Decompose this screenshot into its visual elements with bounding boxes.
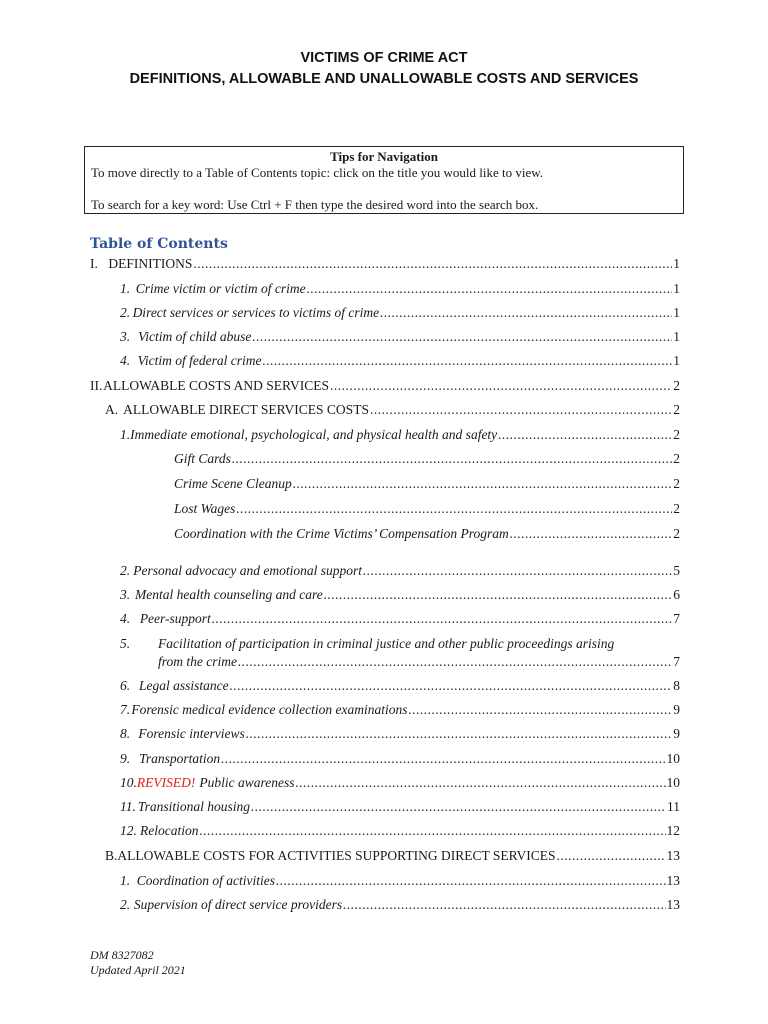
- toc-entry-lost-wages[interactable]: [174, 500, 680, 518]
- toc-entry-label: Crime Scene Cleanup: [174, 476, 292, 491]
- toc-leader-dots: [200, 822, 666, 840]
- toc-entry-page: 2: [673, 501, 680, 516]
- toc-entry-page: 2: [673, 476, 680, 491]
- toc-entry-number: 1.: [120, 427, 131, 442]
- toc-entry-supervision[interactable]: [120, 896, 680, 914]
- toc-entry-page: 9: [673, 702, 680, 717]
- toc-entry-label: Public awareness: [199, 775, 295, 790]
- toc-entry-label: Forensic interviews: [138, 726, 245, 741]
- toc-entry-number: B.: [105, 848, 118, 863]
- toc-entry-transportation[interactable]: [120, 750, 680, 768]
- toc-entry-label: Immediate emotional, psychological, and physical health and safety: [130, 427, 498, 442]
- toc-entry-page: 6: [673, 587, 680, 602]
- toc-entry-number: I.: [90, 256, 98, 271]
- toc-entry-coordination-activities[interactable]: [120, 872, 680, 890]
- tips-title: Tips for Navigation: [330, 149, 438, 164]
- toc-entry-forensic-exams[interactable]: [120, 701, 680, 719]
- toc-leader-dots: [510, 525, 672, 543]
- toc-leader-dots: [343, 896, 665, 914]
- toc-leader-dots: [236, 500, 672, 518]
- toc-entry-personal-advocacy[interactable]: [120, 562, 680, 580]
- toc-entry-number: 3.: [120, 587, 131, 602]
- toc-leader-dots: [238, 653, 672, 671]
- toc-entry-direct-services[interactable]: [120, 304, 680, 322]
- toc-heading: Table of Contents: [90, 236, 228, 252]
- toc-leader-dots: [193, 255, 672, 273]
- toc-entry-label: Peer-support: [139, 611, 211, 626]
- toc-entry-page: 1: [673, 281, 680, 296]
- toc-entry-page: 2: [673, 451, 680, 466]
- toc-entry-compensation-coordination[interactable]: [174, 525, 680, 543]
- toc-leader-dots: [557, 847, 666, 865]
- toc-entry-child-abuse[interactable]: [120, 328, 680, 346]
- toc-entry-number: 8.: [120, 726, 131, 741]
- toc-entry-number: 4.: [120, 353, 131, 368]
- toc-entry-federal-crime[interactable]: [120, 352, 680, 370]
- toc-entry-page: 13: [666, 873, 680, 888]
- toc-leader-dots: [363, 562, 672, 580]
- toc-leader-dots: [295, 774, 665, 792]
- toc-entry-number: 5.: [120, 636, 131, 651]
- toc-leader-dots: [498, 426, 672, 444]
- toc-leader-dots: [276, 872, 666, 890]
- toc-entry-page: 1: [673, 256, 680, 271]
- toc-leader-dots: [221, 750, 665, 768]
- toc-entry-page: 10: [666, 751, 680, 766]
- toc-leader-dots: [409, 701, 673, 719]
- toc-leader-dots: [246, 725, 673, 743]
- toc-entry-supporting-activities[interactable]: [105, 847, 680, 865]
- navigation-tips-box: [84, 146, 684, 214]
- toc-entry-page: 10: [666, 775, 680, 790]
- toc-entry-number: 2.: [120, 897, 131, 912]
- toc-entry-number: 3.: [120, 329, 131, 344]
- toc-entry-label: Victim of federal crime: [137, 353, 262, 368]
- toc-entry-label-continued: from the crime: [158, 654, 237, 669]
- toc-entry-facilitation-line2[interactable]: [158, 653, 680, 671]
- toc-entry-label: Coordination of activities: [136, 873, 275, 888]
- tips-line-toc: To move directly to a Table of Contents topic: click on the title you would like to view.: [91, 165, 544, 180]
- toc-entry-mental-health[interactable]: [120, 586, 680, 604]
- toc-entry-page: 1: [673, 353, 680, 368]
- tips-line-search: To search for a key word: Use Ctrl + F then type the desired word into the search box.: [91, 197, 539, 212]
- toc-entry-label: Personal advocacy and emotional support: [133, 563, 363, 578]
- toc-entry-label: Forensic medical evidence collection examinations: [131, 702, 408, 717]
- toc-entry-label: Relocation: [140, 823, 199, 838]
- revised-badge: REVISED!: [136, 775, 196, 790]
- toc-leader-dots: [380, 304, 672, 322]
- toc-entry-label: Transportation: [139, 751, 221, 766]
- toc-entry-transitional-housing[interactable]: [120, 798, 680, 816]
- toc-entry-number: 1.: [120, 873, 131, 888]
- toc-entry-number: 6.: [120, 678, 131, 693]
- toc-entry-definitions[interactable]: [90, 255, 680, 273]
- toc-entry-number: 1.: [120, 281, 131, 296]
- toc-entry-page: 12: [666, 823, 680, 838]
- toc-entry-label: Transitional housing: [137, 799, 250, 814]
- toc-entry-immediate-health[interactable]: [120, 426, 680, 444]
- toc-entry-label: Facilitation of participation in criminal justice and other public proceedings arising: [158, 636, 615, 651]
- toc-entry-number: 7.: [120, 702, 131, 717]
- toc-entry-peer-support[interactable]: [120, 610, 680, 628]
- toc-leader-dots: [307, 280, 673, 298]
- toc-entry-page: 11: [667, 799, 680, 814]
- toc-entry-page: 1: [673, 305, 680, 320]
- toc-entry-allowable-costs[interactable]: [90, 377, 680, 395]
- toc-leader-dots: [324, 586, 673, 604]
- toc-entry-crime-victim[interactable]: [120, 280, 680, 298]
- toc-entry-label: Coordination with the Crime Victims’ Compensation Program: [174, 526, 509, 541]
- toc-entry-relocation[interactable]: [120, 822, 680, 840]
- toc-entry-number: 4.: [120, 611, 131, 626]
- toc-entry-label: Mental health counseling and care: [134, 587, 323, 602]
- toc-entry-page: 13: [666, 897, 680, 912]
- toc-leader-dots: [330, 377, 672, 395]
- toc-entry-number: A.: [105, 402, 119, 417]
- toc-entry-label: DEFINITIONS: [108, 256, 193, 271]
- toc-entry-label: ALLOWABLE COSTS AND SERVICES: [103, 378, 329, 393]
- toc-entry-page: 7: [673, 611, 680, 626]
- toc-entry-number: 2.: [120, 305, 131, 320]
- toc-entry-label: Legal assistance: [139, 678, 229, 693]
- toc-entry-page: 7: [673, 654, 680, 669]
- toc-entry-page: 2: [673, 402, 680, 417]
- toc-entry-label: Gift Cards: [174, 451, 231, 466]
- toc-leader-dots: [251, 798, 666, 816]
- toc-entry-label: ALLOWABLE COSTS FOR ACTIVITIES SUPPORTING DIRECT SERVICES: [117, 848, 556, 863]
- toc-entry-number: 11.: [120, 799, 136, 814]
- toc-entry-page: 2: [673, 526, 680, 541]
- toc-entry-number: II.: [90, 378, 103, 393]
- toc-leader-dots: [252, 328, 672, 346]
- toc-entry-forensic-interviews[interactable]: [120, 725, 680, 743]
- toc-entry-number: 2.: [120, 563, 131, 578]
- toc-entry-number: 12.: [120, 823, 137, 838]
- document-subtitle: DEFINITIONS, ALLOWABLE AND UNALLOWABLE COSTS AND SERVICES: [129, 71, 639, 87]
- toc-entry-legal-assistance[interactable]: [120, 677, 680, 695]
- toc-entry-gift-cards[interactable]: [174, 450, 680, 468]
- toc-entry-page: 5: [673, 563, 680, 578]
- footer-doc-id: DM 8327082: [90, 948, 154, 962]
- toc-entry-facilitation-line1[interactable]: [120, 635, 680, 653]
- document-title: VICTIMS OF CRIME ACT: [300, 50, 468, 66]
- toc-leader-dots: [293, 475, 673, 493]
- toc-entry-label: Crime victim or victim of crime: [135, 281, 306, 296]
- toc-leader-dots: [232, 450, 672, 468]
- toc-leader-dots: [230, 677, 673, 695]
- toc-entry-direct-services-costs[interactable]: [105, 401, 680, 419]
- toc-entry-public-awareness[interactable]: [120, 774, 680, 792]
- toc-entry-label: Supervision of direct service providers: [133, 897, 343, 912]
- toc-entry-number: 10.: [120, 775, 137, 790]
- toc-entry-label: Direct services or services to victims of crime: [132, 305, 380, 320]
- toc-entry-number: 9.: [120, 751, 131, 766]
- toc-entry-label: Victim of child abuse: [138, 329, 252, 344]
- toc-leader-dots: [370, 401, 672, 419]
- toc-entry-label: ALLOWABLE DIRECT SERVICES COSTS: [123, 402, 369, 417]
- footer-updated-date: Updated April 2021: [90, 963, 186, 977]
- toc-leader-dots: [262, 352, 672, 370]
- toc-entry-page: 2: [673, 378, 680, 393]
- toc-entry-page: 2: [673, 427, 680, 442]
- toc-entry-page: 1: [673, 329, 680, 344]
- toc-entry-label: Lost Wages: [174, 501, 236, 516]
- toc-entry-crime-scene-cleanup[interactable]: [174, 475, 680, 493]
- toc-entry-page: 8: [673, 678, 680, 693]
- toc-entry-page: 9: [673, 726, 680, 741]
- toc-entry-page: 13: [666, 848, 680, 863]
- toc-leader-dots: [212, 610, 672, 628]
